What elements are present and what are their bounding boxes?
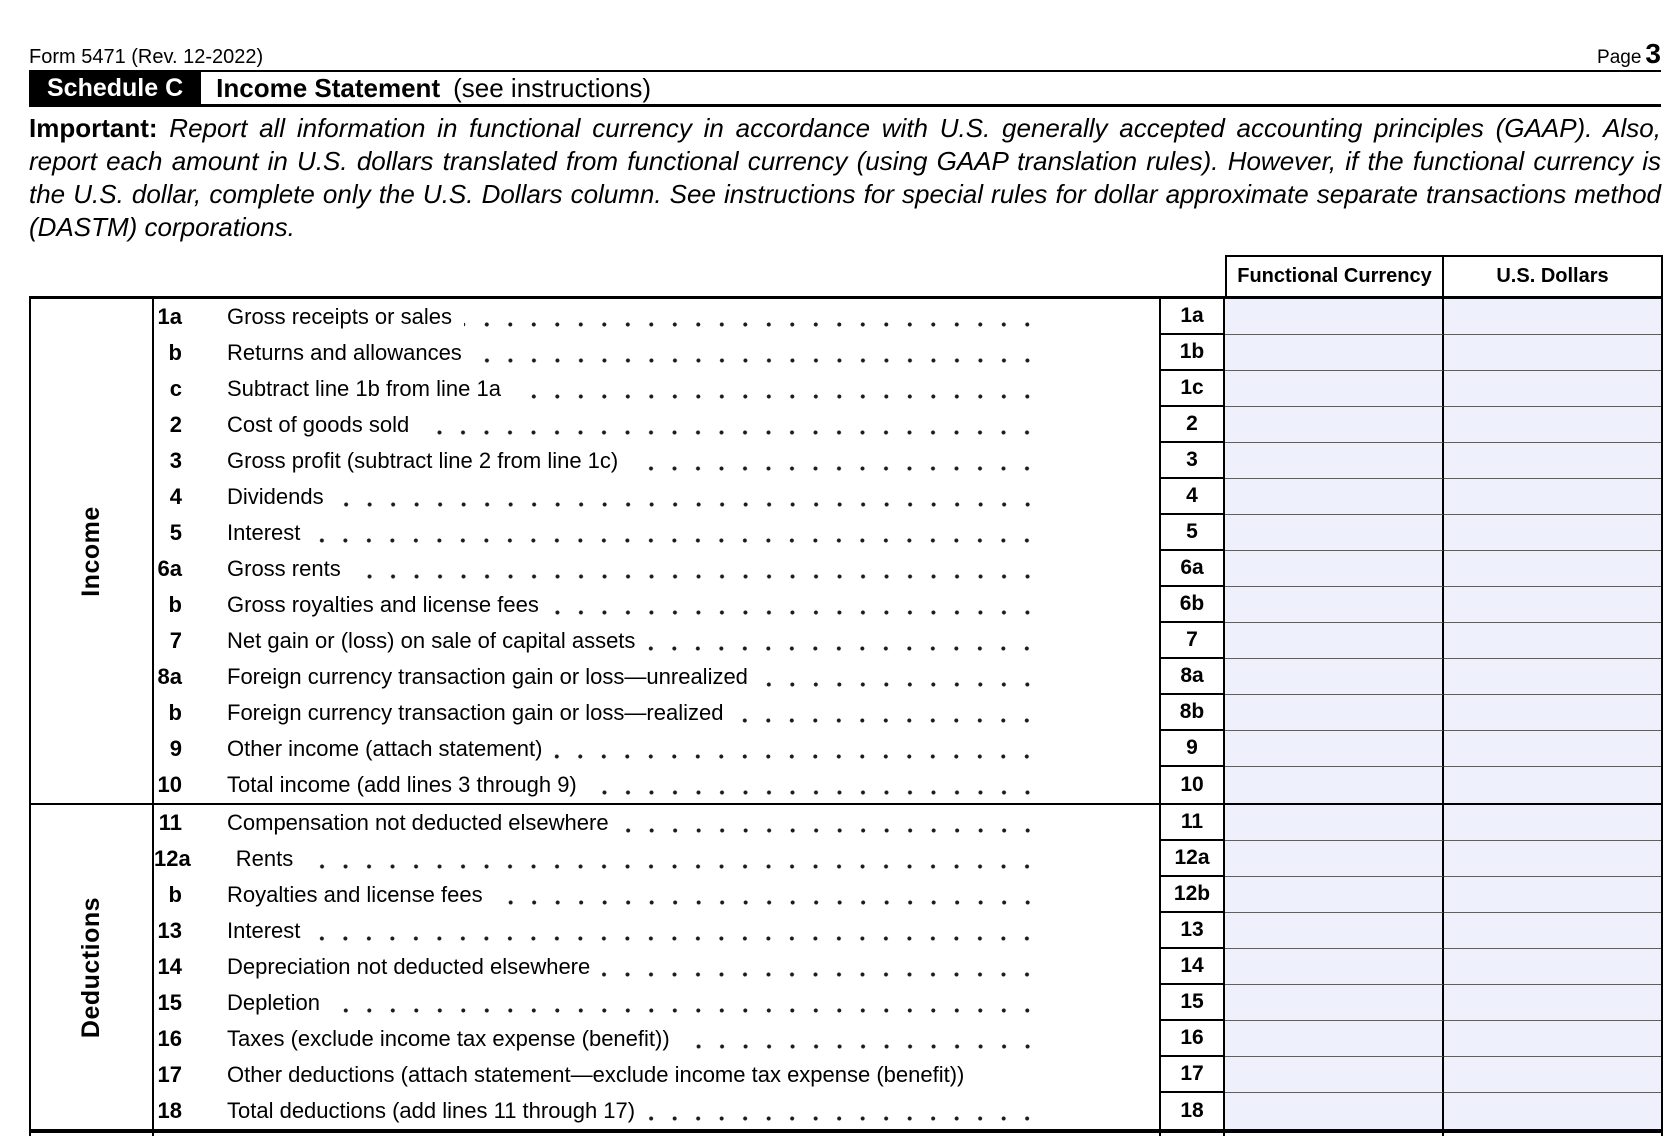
line-number-box-15: 15 [1159,985,1225,1021]
input-6b-functional-currency[interactable] [1225,587,1444,623]
dotted-leader [312,538,1039,543]
input-16-us-dollars[interactable] [1444,1021,1661,1057]
input-11-functional-currency[interactable] [1225,805,1444,841]
dotted-leader [551,610,1039,615]
input-17-us-dollars[interactable] [1444,1057,1661,1093]
line-description: Foreign currency transaction gain or loss—unrealized [227,664,748,689]
line-number-box-2: 2 [1159,407,1225,443]
line-number-box-1b: 1b [1159,335,1225,371]
line-description: Interest [227,520,301,545]
section-label-text: Income [77,505,105,597]
line-number: 15 [157,990,182,1015]
line-number-box-8b: 8b [1159,695,1225,731]
schedule-header-bar [29,70,1661,107]
input-1c-us-dollars[interactable] [1444,371,1661,407]
input-1a-us-dollars[interactable] [1444,299,1661,335]
line-number-box-5: 5 [1159,515,1225,551]
line-number-box-17: 17 [1159,1057,1225,1093]
section-label-deductions [29,805,154,1129]
line-description: Taxes (exclude income tax expense (benefit)) [227,1026,670,1051]
line-description: Gross receipts or sales [227,304,452,329]
line-number-box-1c: 1c [1159,371,1225,407]
row-label-16 [154,1021,1159,1057]
input-15-functional-currency[interactable] [1225,985,1444,1021]
row-label-4 [154,479,1159,515]
dotted-leader [421,430,1039,435]
line-number: 14 [157,954,182,979]
page-header [29,38,1661,70]
line-description: Gross rents [227,556,341,581]
line-number-box-18: 18 [1159,1093,1225,1129]
line-description: Cost of goods sold [227,412,410,437]
line-number-box-16: 16 [1159,1021,1225,1057]
page-word: Page [1597,47,1642,68]
row-label-17 [154,1057,1159,1093]
row-label-3 [154,443,1159,479]
line-number: b [168,340,182,365]
row-label-9 [154,731,1159,767]
input-13-us-dollars[interactable] [1444,913,1661,949]
line-description: Subtract line 1b from line 1a [227,376,501,401]
line-number: 7 [169,628,182,653]
important-lead: Important: [29,113,158,143]
line-description: Compensation not deducted elsewhere [227,810,609,835]
line-number-box-6b: 6b [1159,587,1225,623]
line-number-box-12b: 12b [1159,877,1225,913]
input-14-functional-currency[interactable] [1225,949,1444,985]
input-7-us-dollars[interactable] [1444,623,1661,659]
line-number-box-3: 3 [1159,443,1225,479]
input-13-functional-currency[interactable] [1225,913,1444,949]
dotted-leader [554,754,1039,759]
line-number-box-10: 10 [1159,767,1225,803]
input-8a-functional-currency[interactable] [1225,659,1444,695]
line-number-box-1a: 1a [1159,299,1225,335]
dotted-leader [353,574,1039,579]
input-3-functional-currency[interactable] [1225,443,1444,479]
line-number: b [168,700,182,725]
input-8b-us-dollars[interactable] [1444,695,1661,731]
line-number: 17 [157,1062,182,1087]
line-description: Depletion [227,990,320,1015]
input-10-us-dollars[interactable] [1444,767,1661,803]
row-label-2 [154,407,1159,443]
row-label-14 [154,949,1159,985]
line-description: Foreign currency transaction gain or loss—realized [227,700,724,725]
section-deductions [29,805,1663,1133]
input-14-us-dollars[interactable] [1444,949,1661,985]
line-number: c [169,376,182,401]
row-label-10 [154,767,1159,803]
line-number: 10 [157,772,182,797]
input-15-us-dollars[interactable] [1444,985,1661,1021]
page-number-value: 3 [1645,38,1661,69]
dotted-leader [630,466,1039,471]
dotted-leader [760,682,1039,687]
dotted-leader [647,646,1039,651]
column-header-us-dollars: U.S. Dollars [1444,255,1663,296]
input-5-functional-currency[interactable] [1225,515,1444,551]
input-11-us-dollars[interactable] [1444,805,1661,841]
input-6a-functional-currency[interactable] [1225,551,1444,587]
line-number: b [168,882,182,907]
line-description: Total deductions (add lines 11 through 17) [227,1098,636,1123]
line-description: Gross profit (subtract line 2 from line 1c) [227,448,619,473]
dotted-leader [602,972,1039,977]
line-description: Royalties and license fees [227,882,483,907]
dotted-leader [513,394,1039,399]
line-number-box-4: 4 [1159,479,1225,515]
line-description: Gross royalties and license fees [227,592,539,617]
section-income [29,296,1663,805]
row-label-13 [154,913,1159,949]
row-label-1b [154,335,1159,371]
dotted-leader [647,1116,1039,1121]
input-6a-us-dollars[interactable] [1444,551,1661,587]
line-description: Net gain or (loss) on sale of capital assets [227,628,636,653]
dotted-leader [495,900,1039,905]
dotted-leader [682,1044,1039,1049]
input-2-functional-currency[interactable] [1225,407,1444,443]
input-1b-functional-currency[interactable] [1225,335,1444,371]
input-2-us-dollars[interactable] [1444,407,1661,443]
schedule-label: Schedule C [29,72,201,104]
line-number: 8a [157,664,182,689]
input-3-us-dollars[interactable] [1444,443,1661,479]
row-label-18 [154,1093,1159,1129]
line-number: 3 [169,448,182,473]
line-number-box-7: 7 [1159,623,1225,659]
row-label-12a [154,841,1159,877]
input-5-us-dollars[interactable] [1444,515,1661,551]
row-label-1a [154,299,1159,335]
line-number-box-11: 11 [1159,805,1225,841]
dotted-leader [332,1008,1039,1013]
input-12a-functional-currency[interactable] [1225,841,1444,877]
income-statement-table [29,255,1663,1136]
line-number-box-9: 9 [1159,731,1225,767]
line-description: Rents [235,846,294,871]
line-number-box-8a: 8a [1159,659,1225,695]
column-headers [29,255,1663,296]
input-8b-functional-currency[interactable] [1225,695,1444,731]
row-label-8b [154,695,1159,731]
line-description: Total income (add lines 3 through 9) [227,772,577,797]
dotted-leader [735,718,1039,723]
input-17-functional-currency[interactable] [1225,1057,1444,1093]
input-4-us-dollars[interactable] [1444,479,1661,515]
important-body: Report all information in functional currency in accordance with U.S. generally accepted accounting principles (GAAP). Also, report each amount in U.S. dollars translated from functional currency (using GAAP translation rules). However, if the functional currency is the U.S. dollar, complete only the U.S. Dollars column. See instructions for special rules for dollar approximate separate transactions method (DASTM) corporations. [29,113,1661,242]
line-number: 13 [157,918,182,943]
line-description: Dividends [227,484,324,509]
line-number: 12a [154,846,191,871]
line-description: Interest [227,918,301,943]
line-number: b [168,592,182,617]
line-number: 2 [169,412,182,437]
line-description: Returns and allowances [227,340,462,365]
line-number: 1a [157,304,182,329]
input-1c-functional-currency[interactable] [1225,371,1444,407]
input-1a-functional-currency[interactable] [1225,299,1444,335]
line-number-box-12a: 12a [1159,841,1225,877]
input-18-us-dollars[interactable] [1444,1093,1661,1129]
input-7-functional-currency[interactable] [1225,623,1444,659]
input-18-functional-currency[interactable] [1225,1093,1444,1129]
line-number-box-6a: 6a [1159,551,1225,587]
form-revision-label: Form 5471 (Rev. 12-2022) [29,46,264,68]
line-number: 9 [169,736,182,761]
dotted-leader [312,936,1039,941]
dotted-leader [336,502,1039,507]
row-label-11 [154,805,1159,841]
input-6b-us-dollars[interactable] [1444,587,1661,623]
dotted-leader [621,828,1039,833]
line-description: Other deductions (attach statement—exclude income tax expense (benefit)) [227,1062,965,1087]
input-9-us-dollars[interactable] [1444,731,1661,767]
dotted-leader [464,322,1039,327]
input-1b-us-dollars[interactable] [1444,335,1661,371]
line-number: 18 [157,1098,182,1123]
row-label-12b [154,877,1159,913]
row-label-6a [154,551,1159,587]
dotted-leader [305,864,1039,869]
input-9-functional-currency[interactable] [1225,731,1444,767]
line-number: 4 [169,484,182,509]
line-description: Depreciation not deducted elsewhere [227,954,591,979]
line-description: Other income (attach statement) [227,736,543,761]
section-label-text: Deductions [77,896,105,1038]
dotted-leader [589,790,1039,795]
input-16-functional-currency[interactable] [1225,1021,1444,1057]
column-header-functional-currency: Functional Currency [1225,255,1444,296]
schedule-note: (see instructions) [453,72,652,103]
input-4-functional-currency[interactable] [1225,479,1444,515]
row-label-15 [154,985,1159,1021]
page-number [1597,38,1661,70]
line-number: 6a [157,556,182,581]
line-number-box-14: 14 [1159,949,1225,985]
input-12b-functional-currency[interactable] [1225,877,1444,913]
row-label-5 [154,515,1159,551]
dotted-leader [474,358,1039,363]
row-label-1c [154,371,1159,407]
input-8a-us-dollars[interactable] [1444,659,1661,695]
line-number: 5 [169,520,182,545]
input-10-functional-currency[interactable] [1225,767,1444,803]
line-number: 11 [158,810,182,835]
input-12a-us-dollars[interactable] [1444,841,1661,877]
line-number-box-13: 13 [1159,913,1225,949]
row-label-6b [154,587,1159,623]
input-12b-us-dollars[interactable] [1444,877,1661,913]
row-label-7 [154,623,1159,659]
row-label-8a [154,659,1159,695]
schedule-title: Income Statement [216,72,441,103]
line-number: 16 [157,1026,182,1051]
section-label-income [29,299,154,803]
important-instructions [29,112,1661,244]
